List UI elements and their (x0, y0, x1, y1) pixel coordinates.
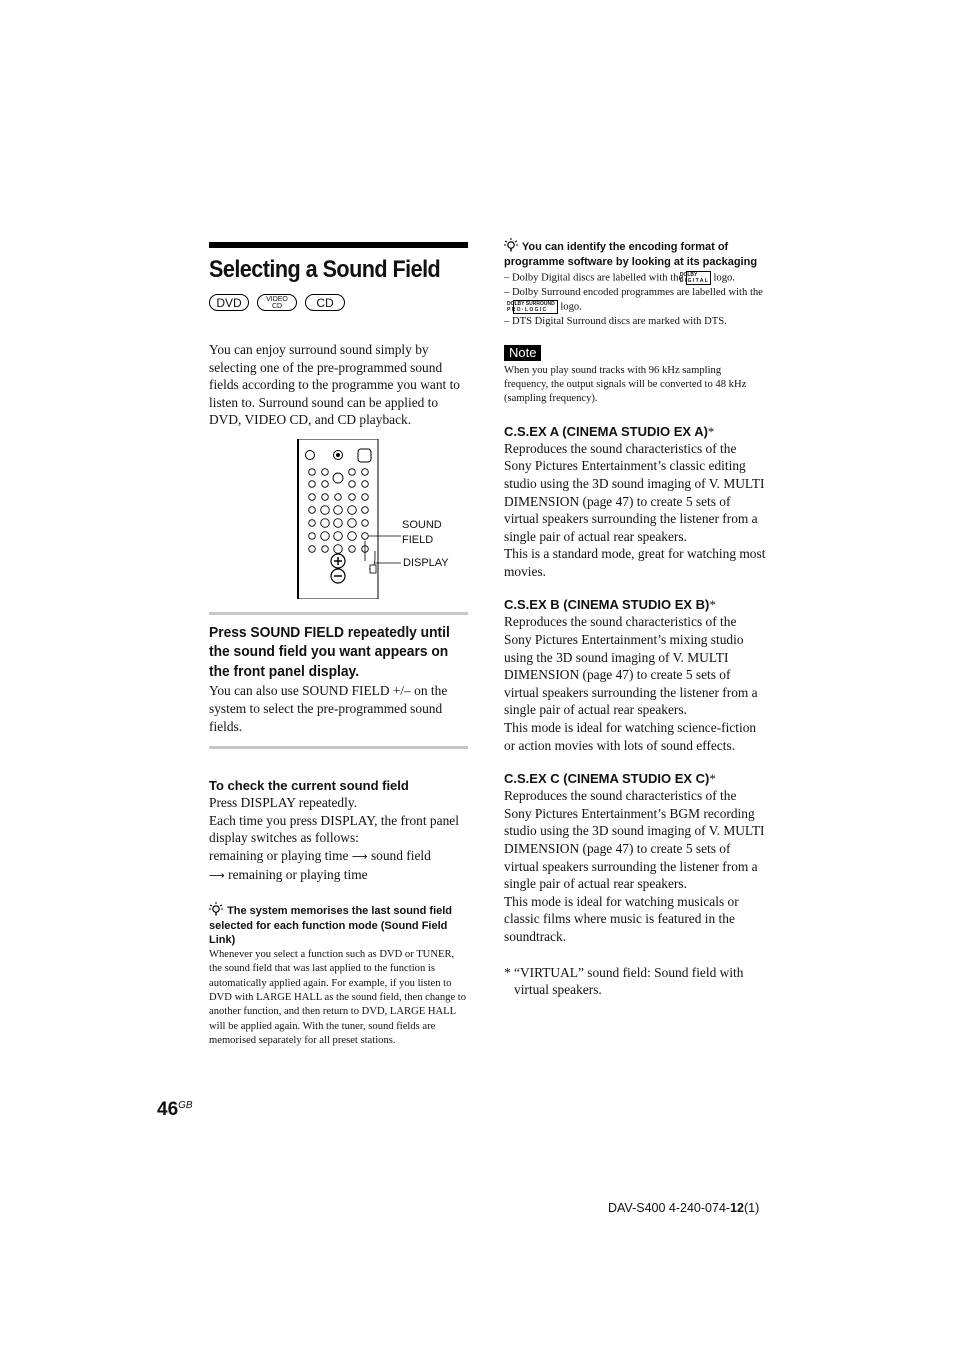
mode-c-text-1: Reproduces the sound characteristics of the Sony Pictures Entertainment’s BGM recording studio using the 3D sound imaging of V. MULTI DIMENSION (page 47) to create 5 sets of virtual speakers surrounding the listener from a single pair of actual rear speakers. (504, 788, 765, 892)
dvd-badge: DVD (209, 294, 249, 311)
item2-tail: logo. (560, 301, 582, 313)
format-badges (209, 294, 468, 311)
model-suffix: (1) (743, 1201, 760, 1215)
sequence-item-3: remaining or playing time (228, 866, 368, 882)
tip-left (209, 902, 468, 1048)
video-cd-badge (257, 294, 297, 311)
logo1-top: DOLBY (679, 272, 698, 278)
mode-c-heading (504, 770, 766, 787)
model-code (608, 1201, 759, 1215)
tip-left-heading-text: The system memorises the last sound field selected for each function mode (Sound Field Link) (209, 905, 453, 947)
note-section (504, 344, 766, 407)
mode-b-text-2: This mode is ideal for watching science-fiction or action movies with lots of sound effects. (504, 720, 757, 753)
arrow-right-icon: ⟶ (209, 868, 225, 882)
dolby-digital-logo (679, 271, 711, 285)
model-bold: 12 (730, 1201, 744, 1215)
sound-label-line: SOUND (402, 518, 442, 531)
encoding-item-dolby-digital (504, 271, 766, 286)
tip-left-heading (209, 902, 468, 948)
page-number (157, 1099, 193, 1121)
tip-right-heading (504, 238, 766, 269)
intro-text: You can enjoy surround sound simply by selecting one of the pre-programmed sound fields according to the programme you want to listen to. Surround sound can be applied to DVD, VIDEO CD, and CD playback. (209, 342, 461, 428)
tip-left-text: Whenever you select a function such as DVD or TUNER, the sound field that was last applied to the function is automatically applied again. For example, if you listen to DVD with LARGE HALL as the sound field, then change to another function, and then return to DVD, LARGE HALL will be applied again. With the tuner, sound fields are memorised separately for all preset stations. (209, 948, 467, 1047)
mode-b-heading-text: C.S.EX B (CINEMA STUDIO EX B) (504, 597, 710, 613)
mode-a (504, 423, 766, 581)
mode-a-heading (504, 423, 766, 440)
dolby-surround-logo (507, 300, 558, 314)
section-rule-1 (209, 612, 468, 615)
mode-c-asterisk: * (709, 771, 716, 787)
mode-b-text-1: Reproduces the sound characteristics of the Sony Pictures Entertainment’s mixing studio using the 3D sound imaging of V. MULTI DIMENSION (page 47) to create 5 sets of virtual speakers surrounding the listener from a single pair of actual rear speakers. (504, 614, 758, 718)
check-section (209, 777, 468, 884)
cd-badge: CD (305, 294, 345, 311)
encoding-list (504, 271, 766, 330)
lightbulb-hint-icon (209, 902, 224, 916)
item1-text: – Dolby Digital discs are labelled with the (504, 272, 684, 284)
step-text: You can also use SOUND FIELD +/– on the system to select the pre-programmed sound fields. (209, 683, 448, 734)
mode-b-asterisk: * (709, 597, 716, 613)
check-sequence (209, 847, 468, 884)
virtual-footnote: * “VIRTUAL” sound field: Sound field with virtual speakers. (504, 964, 744, 998)
field-label-line: FIELD (402, 533, 434, 546)
page-number-value: 46 (157, 1099, 179, 1120)
tip-right-heading-text: You can identify the encoding format of programme software by looking at its packaging (504, 241, 758, 268)
tip-right (504, 238, 766, 330)
check-line-2: Each time you press DISPLAY, the front panel display switches as follows: (209, 812, 459, 846)
sequence-item-2: sound field (370, 848, 431, 864)
display-label: DISPLAY (403, 556, 449, 569)
step-heading: Press SOUND FIELD repeatedly until the sound field you want appears on the front panel display. (209, 623, 450, 680)
note-label: Note (504, 345, 541, 361)
right-column (504, 238, 766, 999)
video-cd-badge-bottom: CD (271, 302, 283, 310)
mode-a-text-2: This is a standard mode, great for watching most movies. (504, 546, 766, 579)
encoding-item-dts: – DTS Digital Surround discs are marked with DTS. (504, 316, 727, 328)
encoding-item-dolby-surround (504, 286, 766, 315)
item1-tail: logo. (713, 272, 735, 284)
logo1-bottom: D I G I T A L (679, 278, 708, 284)
sound-field-label (402, 518, 442, 548)
mode-b (504, 596, 766, 754)
model-prefix: DAV-S400 4-240-074- (608, 1201, 731, 1215)
mode-c-heading-text: C.S.EX C (CINEMA STUDIO EX C) (504, 771, 710, 787)
remote-figure (209, 439, 468, 599)
sequence-item-1: remaining or playing time (209, 848, 349, 864)
logo2-top: DOLBY SURROUND (507, 301, 555, 308)
note-text: When you play sound tracks with 96 kHz sampling frequency, the output signals will be converted to 48 kHz (sampling frequency). (504, 364, 747, 405)
mode-a-text-1: Reproduces the sound characteristics of the Sony Pictures Entertainment’s classic editing studio using the 3D sound imaging of V. MULTI DIMENSION (page 47) to create 5 sets of virtual speakers surrounding the listener from a single pair of actual rear speakers. (504, 440, 765, 544)
mode-a-heading-text: C.S.EX A (CINEMA STUDIO EX A) (504, 423, 708, 439)
mode-a-asterisk: * (707, 423, 715, 439)
mode-b-heading (504, 596, 766, 613)
left-column (209, 242, 468, 1049)
check-heading: To check the current sound field (209, 778, 409, 794)
arrow-right-icon: ⟶ (351, 850, 368, 864)
lightbulb-hint-icon (504, 238, 519, 252)
video-cd-badge-top: VIDEO (266, 295, 288, 303)
mode-c-text-2: This mode is ideal for watching musicals or classic films where music is featured in the soundtrack. (504, 893, 739, 944)
section-rule-2 (209, 746, 468, 749)
title-rule (209, 242, 468, 248)
check-line-1: Press DISPLAY repeatedly. (209, 795, 358, 811)
item2-text: – Dolby Surround encoded programmes are labelled with the (504, 286, 763, 298)
page-title: Selecting a Sound Field (209, 256, 441, 283)
logo2-bottom: P R O · L O G I C (507, 307, 547, 314)
mode-c (504, 770, 766, 945)
step-section (209, 623, 468, 735)
page-suffix: GB (178, 1100, 193, 1111)
